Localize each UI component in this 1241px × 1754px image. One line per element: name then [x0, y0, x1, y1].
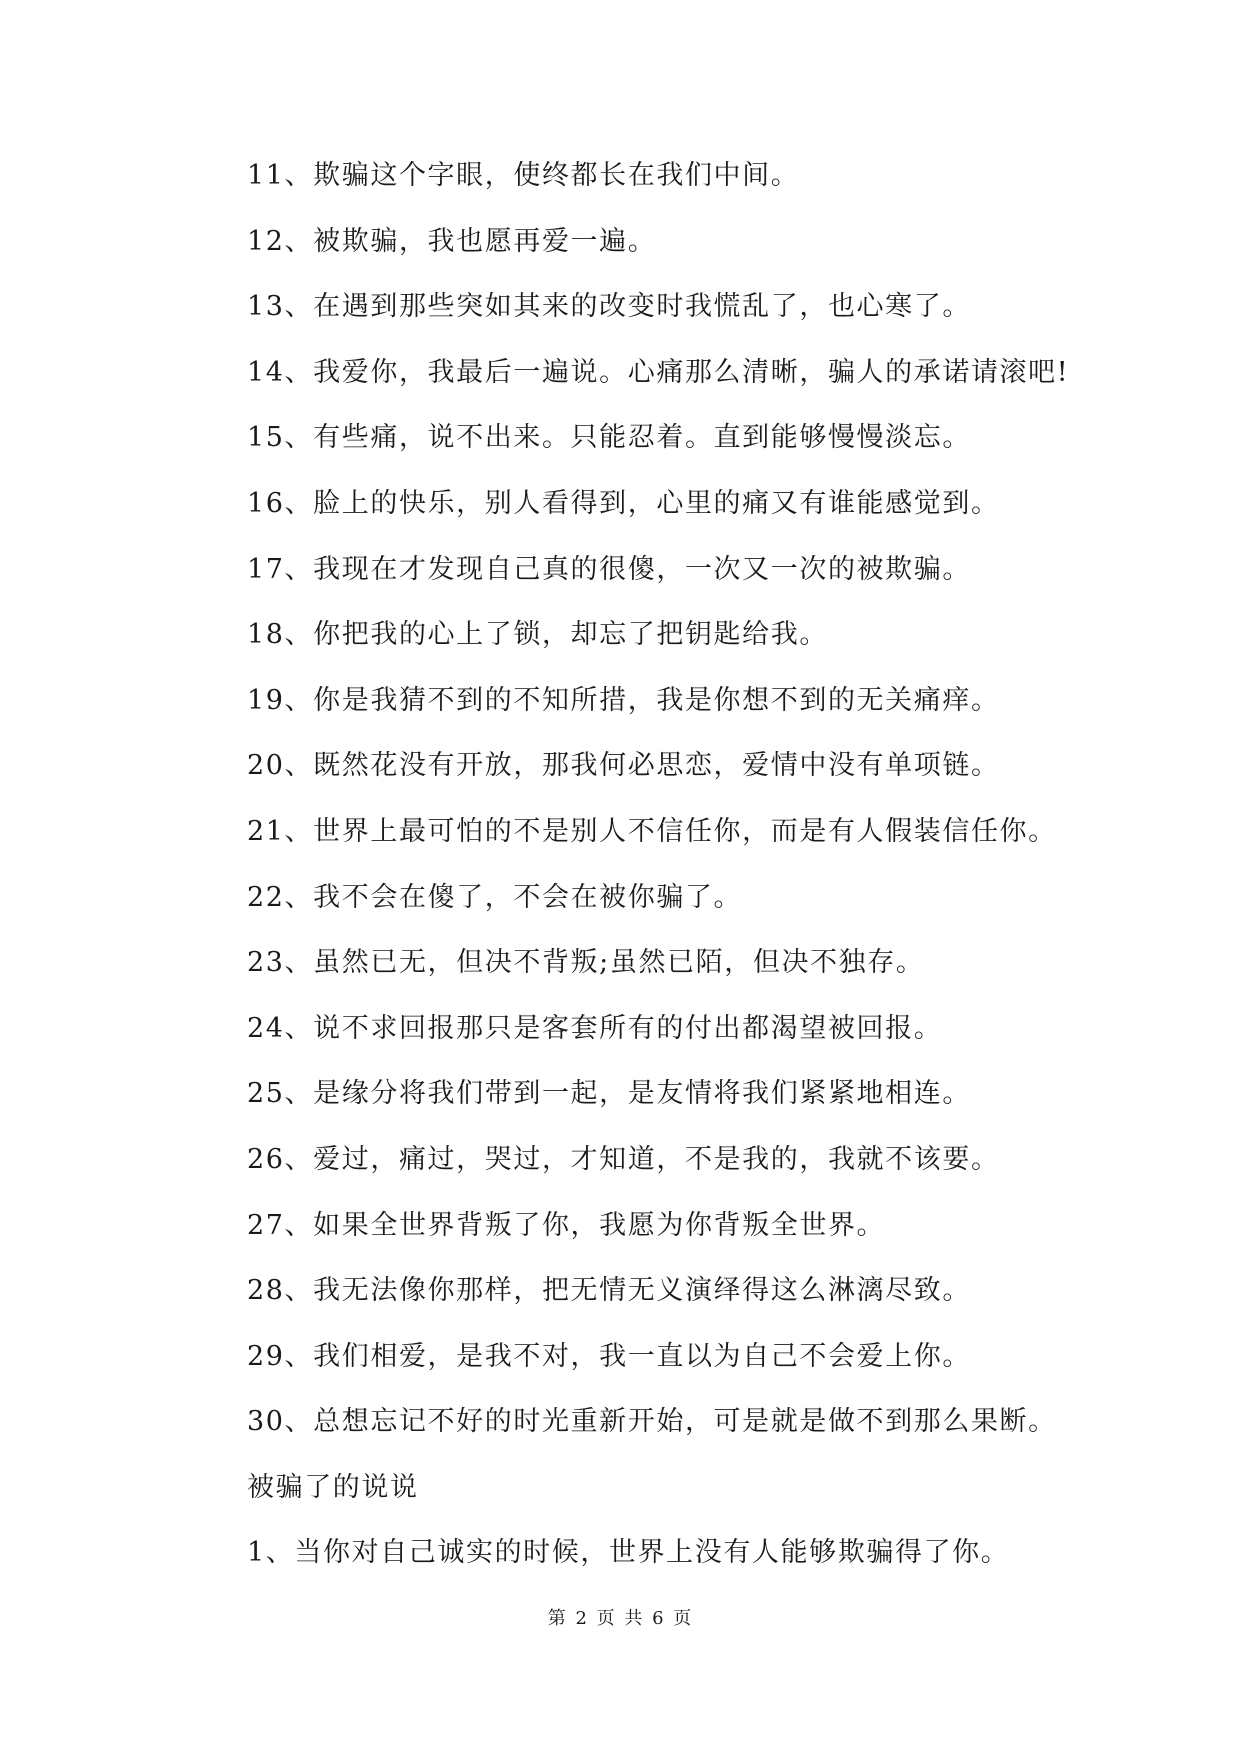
- text-line: 17、我现在才发现自己真的很傻，一次又一次的被欺骗。: [247, 553, 971, 585]
- text-line: 19、你是我猜不到的不知所措，我是你想不到的无关痛痒。: [247, 684, 1000, 716]
- text-line: 12、被欺骗，我也愿再爱一遍。: [247, 225, 657, 257]
- text-line: 27、如果全世界背叛了你，我愿为你背叛全世界。: [247, 1209, 886, 1241]
- document-body: [247, 160, 1127, 1603]
- text-line: 20、既然花没有开放，那我何必思恋，爱情中没有单项链。: [247, 750, 1000, 782]
- text-line: 21、世界上最可怕的不是别人不信任你，而是有人假装信任你。: [247, 815, 1057, 847]
- text-line: 18、你把我的心上了锁，却忘了把钥匙给我。: [247, 619, 828, 651]
- page-footer: 第 2 页 共 6 页: [547, 1608, 694, 1629]
- text-line: 24、说不求回报那只是客套所有的付出都渴望被回报。: [247, 1012, 943, 1044]
- text-line: 23、虽然已无，但决不背叛;虽然已陌，但决不独存。: [247, 947, 925, 979]
- text-line: 25、是缘分将我们带到一起，是友情将我们紧紧地相连。: [247, 1078, 971, 1110]
- text-line: 14、我爱你，我最后一遍说。心痛那么清晰，骗人的承诺请滚吧!: [247, 356, 1070, 388]
- text-line: 29、我们相爱，是我不对，我一直以为自己不会爱上你。: [247, 1340, 971, 1372]
- text-line: 30、总想忘记不好的时光重新开始，可是就是做不到那么果断。: [247, 1406, 1057, 1438]
- text-line: 1、当你对自己诚实的时候，世界上没有人能够欺骗得了你。: [247, 1537, 1010, 1569]
- text-line: 22、我不会在傻了，不会在被你骗了。: [247, 881, 743, 913]
- text-line: 13、在遇到那些突如其来的改变时我慌乱了，也心寒了。: [247, 291, 971, 323]
- text-line: 26、爱过，痛过，哭过，才知道，不是我的，我就不该要。: [247, 1143, 1000, 1175]
- text-line: 11、欺骗这个字眼，使终都长在我们中间。: [247, 160, 800, 191]
- text-line: 28、我无法像你那样，把无情无义演绎得这么淋漓尽致。: [247, 1275, 971, 1307]
- text-line: 16、脸上的快乐，别人看得到，心里的痛又有谁能感觉到。: [247, 487, 1000, 519]
- text-line: 15、有些痛，说不出来。只能忍着。直到能够慢慢淡忘。: [247, 422, 971, 454]
- section-heading: 被骗了的说说: [247, 1471, 419, 1503]
